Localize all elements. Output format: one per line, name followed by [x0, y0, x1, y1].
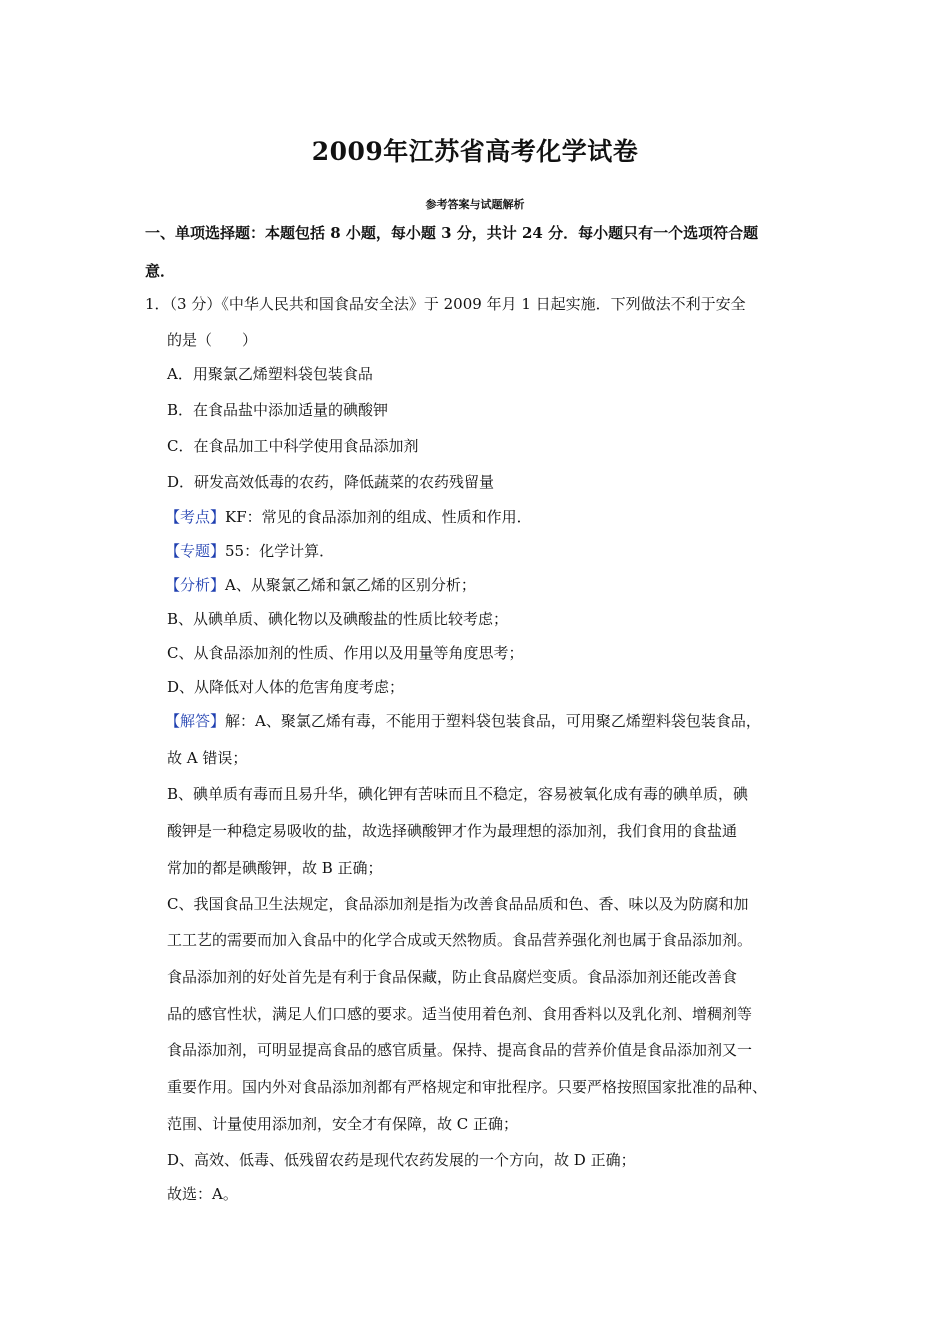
fenxi-line — [165, 575, 476, 595]
jieda-text-9: 品的感官性状，满足人们口感的要求。适当使用着色剂、食用香料以及乳化剂、增稠剂等 — [167, 1005, 753, 1023]
jieda-text-3: B、碘单质有毒而且易升华，碘化钾有苦味而且不稳定，容易被氧化成有毒的碘单质，碘 — [167, 785, 749, 803]
zhuanti-text: 55：化学计算． — [225, 542, 335, 560]
fenxi-text-4: D、从降低对人体的危害角度考虑； — [167, 678, 405, 696]
page-subtitle: 参考答案与试题解析 — [425, 198, 525, 211]
jieda-text-14: 故选：A。 — [167, 1185, 238, 1203]
question-stem-cont: 的是（ ） — [167, 331, 258, 349]
jieda-text-13: D、高效、低毒、低残留农药是现代农药发展的一个方向，故 D 正确； — [167, 1151, 636, 1169]
jieda-text-7: 工工艺的需要而加入食品中的化学合成或天然物质。食品营养强化剂也属于食品添加剂。 — [167, 931, 753, 949]
zhuanti-tag: 【专题】 — [165, 542, 226, 560]
section-heading: 一、单项选择题：本题包括 8 小题，每小题 3 分，共计 24 分．每小题只有一个选项符合题 — [145, 224, 759, 242]
fenxi-text-1: A、从聚氯乙烯和氯乙烯的区别分析； — [225, 576, 476, 594]
fenxi-text-3: C、从食品添加剂的性质、作用以及用量等角度思考； — [167, 644, 524, 662]
jieda-tag: 【解答】 — [165, 712, 226, 730]
jieda-text-8: 食品添加剂的好处首先是有利于食品保藏，防止食品腐烂变质。食品添加剂还能改善食 — [167, 968, 738, 986]
option-d: D．研发高效低毒的农药，降低蔬菜的农药残留量 — [167, 473, 495, 491]
option-a: A．用聚氯乙烯塑料袋包装食品 — [167, 365, 373, 383]
option-c: C．在食品加工中科学使用食品添加剂 — [167, 437, 419, 455]
question-stem: 1．（3 分）《中华人民共和国食品安全法》于 2009 年月 1 日起实施．下列做法不利于安全 — [145, 295, 746, 313]
zhuanti-line — [165, 541, 334, 561]
jieda-text-1: 解：A、聚氯乙烯有毒，不能用于塑料袋包装食品，可用聚乙烯塑料袋包装食品， — [225, 712, 761, 730]
option-b: B．在食品盐中添加适量的碘酸钾 — [167, 401, 389, 419]
jieda-text-6: C、我国食品卫生法规定，食品添加剂是指为改善食品品质和色、香、味以及为防腐和加 — [167, 895, 749, 913]
jieda-text-10: 食品添加剂，可明显提高食品的感官质量。保持、提高食品的营养价值是食品添加剂又一 — [167, 1041, 753, 1059]
kaodian-text: KF：常见的食品添加剂的组成、性质和作用． — [225, 508, 532, 526]
jieda-text-4: 酸钾是一种稳定易吸收的盐，故选择碘酸钾才作为最理想的添加剂，我们食用的食盐通 — [167, 822, 738, 840]
jieda-line — [165, 711, 761, 731]
jieda-text-12: 范围、计量使用添加剂，安全才有保障，故 C 正确； — [167, 1115, 519, 1133]
jieda-text-11: 重要作用。国内外对食品添加剂都有严格规定和审批程序。只要严格按照国家批准的品种、 — [167, 1078, 768, 1096]
section-heading-cont: 意． — [145, 262, 176, 280]
jieda-text-5: 常加的都是碘酸钾，故 B 正确； — [167, 859, 383, 877]
jieda-text-2: 故 A 错误； — [167, 749, 248, 767]
kaodian-line — [165, 507, 532, 527]
kaodian-tag: 【考点】 — [165, 508, 226, 526]
page-title: 2009年江苏省高考化学试卷 — [311, 137, 639, 166]
fenxi-tag: 【分析】 — [165, 576, 226, 594]
fenxi-text-2: B、从碘单质、碘化物以及碘酸盐的性质比较考虑； — [167, 610, 509, 628]
